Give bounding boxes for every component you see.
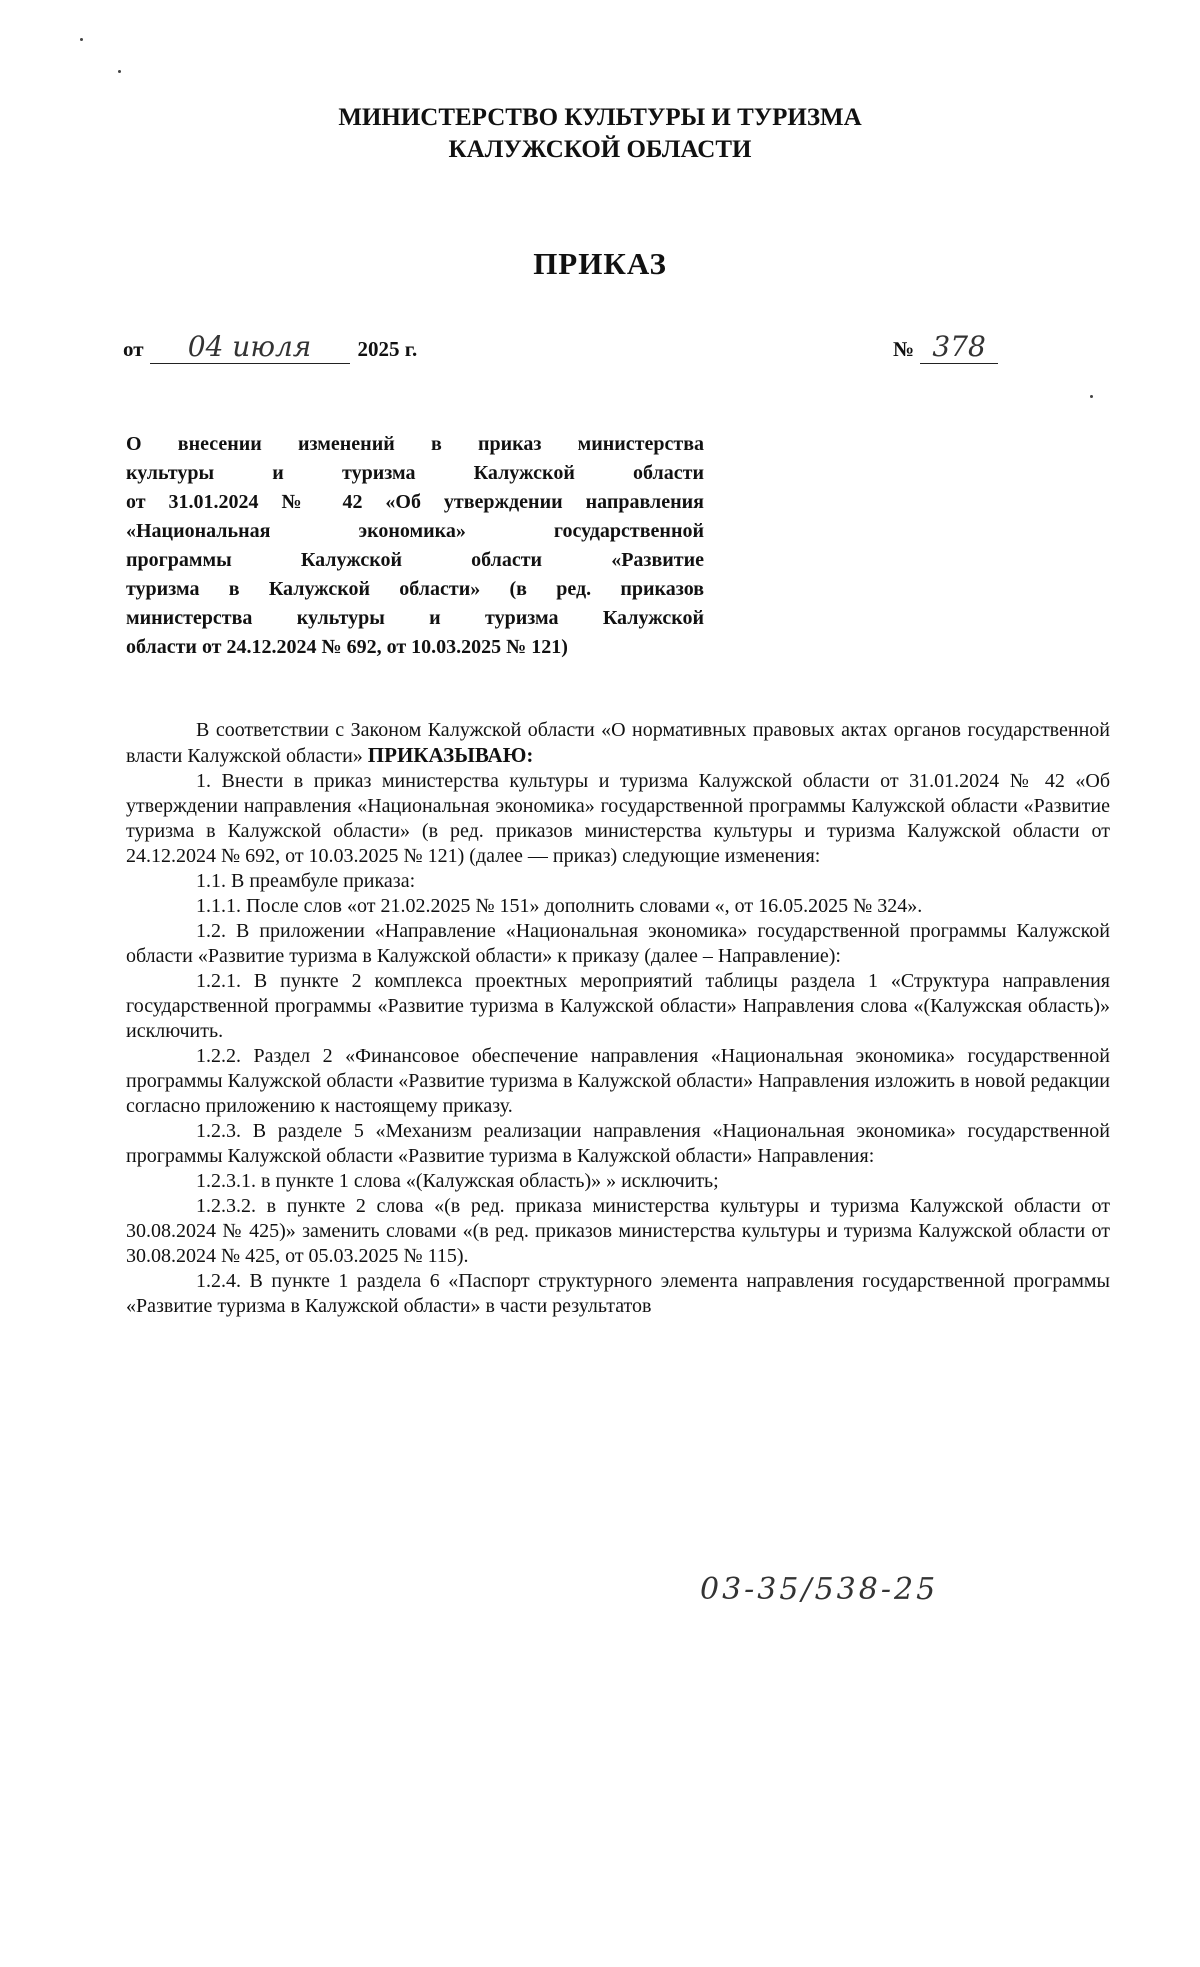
order-subject bbox=[126, 430, 704, 662]
paragraph-1-2-3-1: 1.2.3.1. в пункте 1 слова «(Калужская область)» » исключить; bbox=[196, 1170, 719, 1192]
paragraph-1-1-1: 1.1.1. После слов «от 21.02.2025 № 151» дополнить словами «, от 16.05.2025 № 324». bbox=[196, 895, 923, 917]
order-number bbox=[893, 330, 998, 364]
order-command: ПРИКАЗЫВАЮ: bbox=[367, 743, 534, 767]
paragraph-1-1: 1.1. В преамбуле приказа: bbox=[196, 870, 416, 892]
document-title: ПРИКАЗ bbox=[533, 246, 667, 281]
subject-line: культуры и туризма Калужской области bbox=[126, 462, 704, 484]
order-date bbox=[123, 330, 417, 364]
date-blank bbox=[150, 330, 350, 364]
order-body bbox=[126, 718, 1110, 1319]
date-prefix: от bbox=[123, 337, 144, 361]
scan-speck bbox=[80, 38, 83, 41]
preamble bbox=[126, 718, 1110, 769]
scan-speck bbox=[118, 70, 121, 73]
paragraph-1-2-2: 1.2.2. Раздел 2 «Финансовое обеспечение направления «Национальная экономика» государственной программы Калужской области «Развитие туризма в Калужской области» Направления изложить в новой редакции согласно приложению к настоящему приказу. bbox=[126, 1045, 1110, 1117]
paragraph-1-2-3: 1.2.3. В разделе 5 «Механизм реализации направления «Национальная экономика» государственной программы Калужской области «Развитие туризма в Калужской области» Направления: bbox=[126, 1120, 1110, 1167]
preamble-text: В соответствии с Законом Калужской области «О нормативных правовых актах органов государственной власти Калужской области» bbox=[126, 719, 1110, 767]
paragraph-1-2-3-2: 1.2.3.2. в пункте 2 слова «(в ред. приказа министерства культуры и туризма Калужской области от 30.08.2024 № 425)» заменить словами «(в ред. приказов министерства культуры и туризма Калужской области от 30.08.2024 № 425, от 05.03.2025 № 115). bbox=[126, 1195, 1110, 1267]
handwritten-date: 04 июля bbox=[187, 330, 312, 363]
paragraph-1-2-1: 1.2.1. В пункте 2 комплекса проектных мероприятий таблицы раздела 1 «Структура направления государственной программы «Развитие туризма в Калужской области» Направления слова «(Калужская область)» исключить. bbox=[126, 970, 1110, 1042]
date-year: 2025 г. bbox=[357, 337, 418, 361]
ministry-name-line1: МИНИСТЕРСТВО КУЛЬТУРЫ И ТУРИЗМА bbox=[338, 104, 862, 131]
ministry-header bbox=[0, 102, 1200, 166]
scan-speck bbox=[1090, 395, 1093, 398]
number-blank bbox=[920, 330, 998, 364]
handwritten-registration-number: 03-35/538-25 bbox=[700, 1572, 939, 1607]
paragraph-1-2-4: 1.2.4. В пункте 1 раздела 6 «Паспорт структурного элемента направления государственной программы «Развитие туризма в Калужской области» в части результатов bbox=[126, 1270, 1110, 1317]
ministry-name-line2: КАЛУЖСКОЙ ОБЛАСТИ bbox=[448, 136, 752, 163]
paragraph-1: 1. Внести в приказ министерства культуры и туризма Калужской области от 31.01.2024 № 42 «Об утверждении направления «Национальная экономика» государственной программы Калужской области «Развитие туризма в Калужской области» (в ред. приказов министерства культуры и туризма Калужской области от 24.12.2024 № 692, от 10.03.2025 № 121) (далее — приказ) следующие изменения: bbox=[126, 770, 1110, 867]
subject-line: туризма в Калужской области» (в ред. приказов bbox=[126, 578, 704, 600]
number-prefix: № bbox=[893, 337, 915, 361]
subject-line: «Национальная экономика» государственной bbox=[126, 520, 704, 542]
subject-line: О внесении изменений в приказ министерства bbox=[126, 433, 704, 455]
subject-line: от 31.01.2024 № 42 «Об утверждении направления bbox=[126, 491, 704, 513]
subject-line: программы Калужской области «Развитие bbox=[126, 549, 704, 571]
subject-line: области от 24.12.2024 № 692, от 10.03.2025 № 121) bbox=[126, 636, 568, 658]
subject-line: министерства культуры и туризма Калужской bbox=[126, 607, 704, 629]
handwritten-number: 378 bbox=[932, 330, 986, 363]
paragraph-1-2: 1.2. В приложении «Направление «Национальная экономика» государственной программы Калужской области «Развитие туризма в Калужской области» к приказу (далее – Направление): bbox=[126, 920, 1110, 967]
